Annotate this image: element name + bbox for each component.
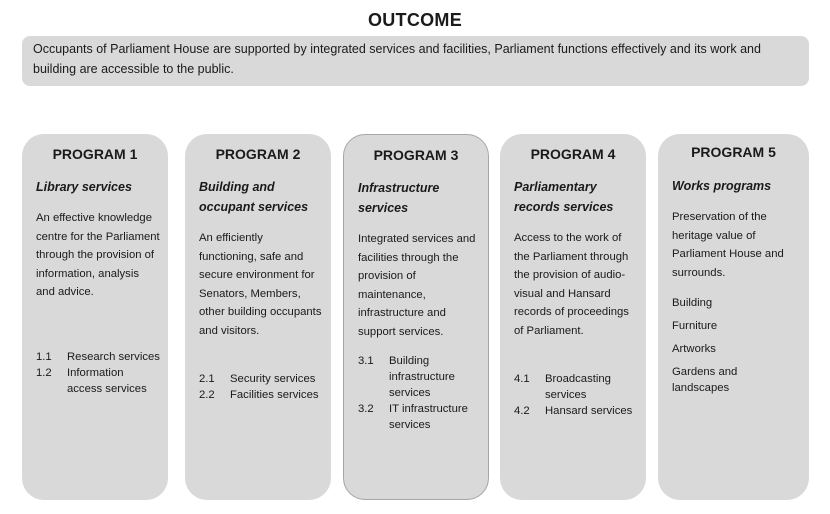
item-text: Research services bbox=[67, 351, 160, 363]
program-1-box bbox=[22, 134, 168, 500]
list-item bbox=[514, 371, 638, 403]
list-item: Furniture bbox=[672, 320, 718, 332]
item-number: 3.2 bbox=[358, 403, 374, 415]
program-description: An efficiently functioning, safe and secure environment for Senators, Members, other building occupants and visitors. bbox=[199, 232, 322, 337]
list-item bbox=[199, 387, 323, 403]
list-item: Building bbox=[672, 297, 713, 309]
program-items bbox=[199, 371, 323, 403]
item-number: 3.1 bbox=[358, 355, 374, 367]
list-item: Gardens and landscapes bbox=[672, 366, 738, 394]
program-5-box bbox=[658, 134, 809, 500]
list-item bbox=[36, 349, 160, 365]
program-title: PROGRAM 3 bbox=[373, 147, 459, 163]
item-text: IT infrastructure services bbox=[389, 403, 468, 431]
program-description: Preservation of the heritage value of Parliament House and surrounds. bbox=[672, 211, 784, 279]
program-2-box bbox=[185, 134, 331, 500]
item-text: Hansard services bbox=[545, 405, 633, 417]
item-text: Broadcasting services bbox=[545, 373, 611, 401]
program-subtitle: Infrastructure services bbox=[358, 181, 440, 215]
program-4-box bbox=[500, 134, 646, 500]
program-subtitle: Library services bbox=[36, 180, 132, 194]
outcome-title: OUTCOME bbox=[367, 10, 463, 30]
program-description: Integrated services and facilities through the provision of maintenance, infrastructure and support services. bbox=[358, 233, 476, 338]
item-text: Facilities services bbox=[230, 389, 319, 401]
outcome-text: Occupants of Parliament House are supported by integrated services and facilities, Parliament functions effectively and its work and building are accessible to the public. bbox=[33, 42, 761, 76]
program-items bbox=[358, 353, 482, 433]
item-number: 4.1 bbox=[514, 373, 530, 385]
item-number: 2.1 bbox=[199, 373, 215, 385]
item-number: 4.2 bbox=[514, 405, 530, 417]
item-number: 1.1 bbox=[36, 351, 52, 363]
program-title: PROGRAM 1 bbox=[52, 146, 138, 162]
program-title: PROGRAM 4 bbox=[530, 146, 616, 162]
list-item bbox=[514, 403, 638, 419]
item-text: Information access services bbox=[67, 367, 147, 395]
list-item bbox=[358, 353, 482, 401]
program-3-box bbox=[343, 134, 489, 500]
program-items bbox=[672, 295, 796, 403]
program-items bbox=[36, 349, 160, 397]
list-item bbox=[36, 365, 160, 397]
item-number: 1.2 bbox=[36, 367, 52, 379]
item-text: Security services bbox=[230, 373, 316, 385]
list-item bbox=[358, 401, 482, 433]
program-items bbox=[514, 371, 638, 419]
item-number: 2.2 bbox=[199, 389, 215, 401]
program-subtitle: Parliamentary records services bbox=[514, 180, 614, 214]
program-subtitle: Works programs bbox=[672, 179, 772, 193]
item-text: Building infrastructure services bbox=[389, 355, 455, 399]
list-item bbox=[199, 371, 323, 387]
program-subtitle: Building and occupant services bbox=[199, 180, 309, 214]
program-description: Access to the work of the Parliament through the provision of audio-visual and Hansard records of proceedings of Parliament. bbox=[514, 232, 629, 337]
list-item: Artworks bbox=[672, 343, 716, 355]
program-title: PROGRAM 2 bbox=[215, 146, 301, 162]
program-title: PROGRAM 5 bbox=[691, 144, 776, 160]
program-description: An effective knowledge centre for the Parliament through the provision of information, analysis and advice. bbox=[36, 212, 160, 298]
outcome-box bbox=[22, 36, 809, 86]
